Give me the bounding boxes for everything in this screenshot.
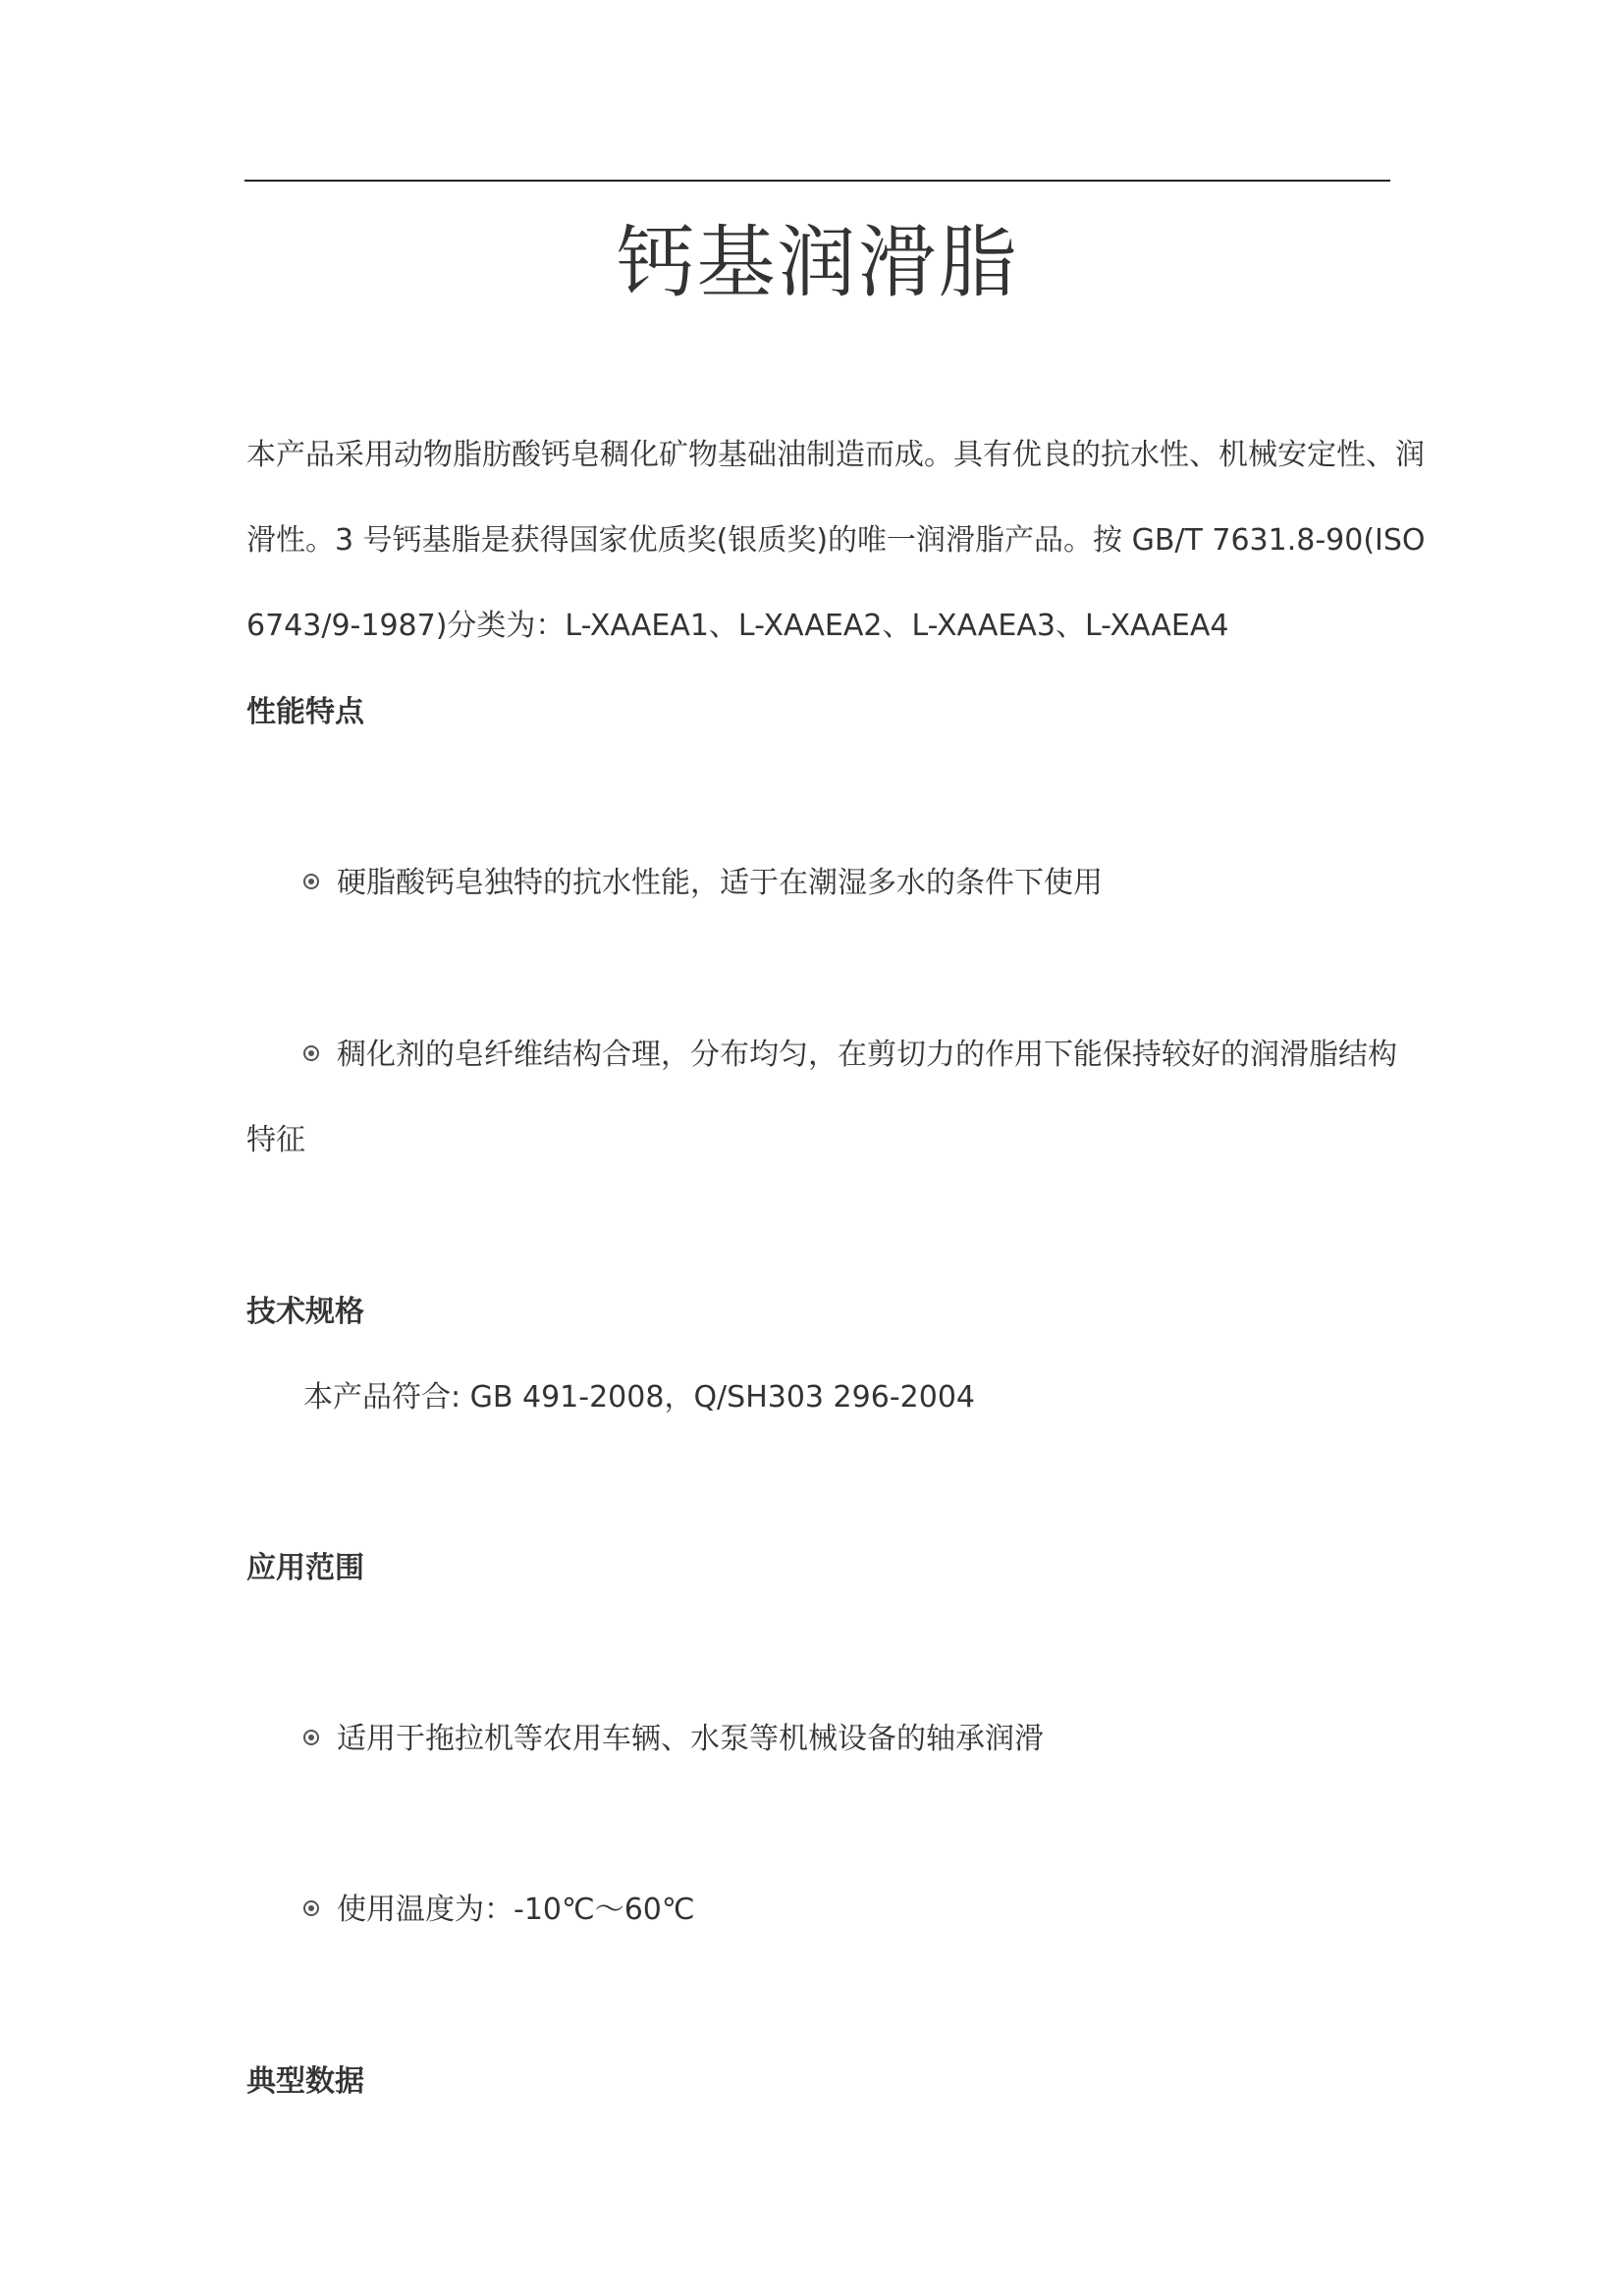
intro-line-2: 滑性。3 号钙基脂是获得国家优质奖(银质奖)的唯一润滑脂产品。按 GB/T 7631.8-90(ISO bbox=[246, 523, 1426, 558]
application-item-2-text: 使用温度为：-10℃～60℃ bbox=[337, 1893, 695, 1927]
application-item-1 bbox=[303, 1720, 1044, 1759]
circle-bullet-icon bbox=[303, 1730, 319, 1745]
feature-item-1-text: 硬脂酸钙皂独特的抗水性能，适于在潮湿多水的条件下使用 bbox=[337, 866, 1103, 900]
intro-line-1: 本产品采用动物脂肪酸钙皂稠化矿物基础油制造而成。具有优良的抗水性、机械安定性、润 bbox=[246, 438, 1425, 472]
feature-item-2 bbox=[303, 1036, 1397, 1075]
feature-item-2-continuation: 特征 bbox=[246, 1123, 305, 1157]
applications-heading: 应用范围 bbox=[246, 1551, 364, 1585]
specs-heading: 技术规格 bbox=[246, 1295, 364, 1329]
feature-item-2-text: 稠化剂的皂纤维结构合理，分布均匀，在剪切力的作用下能保持较好的润滑脂结构 bbox=[337, 1038, 1397, 1072]
application-item-2 bbox=[303, 1891, 695, 1930]
typical-data-heading: 典型数据 bbox=[246, 2064, 364, 2099]
feature-item-1 bbox=[303, 864, 1103, 903]
page-title: 钙基润滑脂 bbox=[616, 217, 1019, 308]
circle-bullet-icon bbox=[303, 1045, 319, 1061]
application-item-1-text: 适用于拖拉机等农用车辆、水泵等机械设备的轴承润滑 bbox=[337, 1722, 1044, 1756]
top-divider bbox=[244, 180, 1390, 182]
circle-bullet-icon bbox=[303, 874, 319, 889]
specs-text: 本产品符合: GB 491-2008，Q/SH303 296-2004 bbox=[303, 1380, 975, 1415]
intro-line-3: 6743/9-1987)分类为：L-XAAEA1、L-XAAEA2、L-XAAEA3、L-XAAEA4 bbox=[246, 609, 1229, 643]
circle-bullet-icon bbox=[303, 1900, 319, 1916]
features-heading: 性能特点 bbox=[246, 695, 364, 729]
